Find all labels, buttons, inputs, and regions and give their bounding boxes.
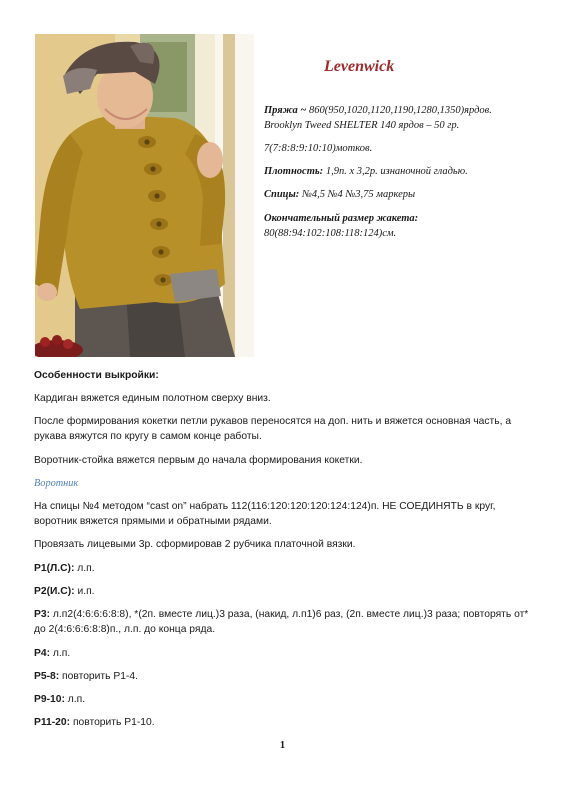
- yarn-line2: Brooklyn Tweed SHELTER 140 ярдов – 50 гр.: [264, 120, 460, 131]
- row-label: Р9-10:: [34, 694, 65, 705]
- paragraph-1: Кардиган вяжется единым полотном сверху вниз.: [34, 393, 271, 404]
- row-instruction: [34, 669, 534, 684]
- skeins-spec: 7(7:8:8:9:10:10)мотков.: [264, 143, 373, 154]
- paragraph-2: После формирования кокетки петли рукавов переносятся на доп. нить и вяжется основная часть, а рукава вяжутся по кругу в самом конце работы.: [34, 416, 512, 442]
- row-label: Р3:: [34, 609, 51, 620]
- row-instruction: [34, 646, 534, 661]
- row-text: л.п2(4:6:6:6:8:8), *(2п. вместе лиц.)3 раза, (накид, л.п1)6 раз, (2п. вместе лиц.)3 раза; повторять от* до 2(4:6:6:6:8:8)п., л.п. до конца ряда.: [34, 609, 529, 635]
- row-instruction: [34, 584, 534, 599]
- needles-label: Спицы:: [264, 189, 300, 200]
- gauge-value: 1,9п. х 3,2р. изнаночной гладью.: [325, 166, 468, 177]
- needles-value: №4,5 №4 №3,75 маркеры: [301, 189, 416, 200]
- row-label: Р1(Л.С):: [34, 563, 75, 574]
- collar-heading: Воротник: [34, 478, 79, 489]
- yarn-label: Пряжа ~: [264, 105, 307, 116]
- yarn-spec: [264, 103, 549, 133]
- needles-spec: [264, 187, 549, 202]
- row-instruction: [34, 607, 534, 637]
- row-text: л.п.: [50, 648, 71, 659]
- row-instruction: [34, 561, 534, 576]
- row-label: Р4:: [34, 648, 51, 659]
- row-instruction: [34, 715, 534, 730]
- row-text: л.п.: [74, 563, 95, 574]
- row-label: Р5-8:: [34, 671, 60, 682]
- pattern-title: Levenwick: [324, 58, 395, 75]
- gauge-label: Плотность:: [264, 166, 324, 177]
- size-spec: [264, 211, 549, 241]
- features-heading: Особенности выкройки:: [34, 370, 159, 381]
- row-label: Р2(И.С):: [34, 586, 75, 597]
- yarn-value: 860(950,1020,1120,1190,1280,1350)ярдов.: [309, 105, 492, 116]
- size-label: Окончательный размер жакета:: [264, 213, 419, 224]
- row-text: повторить Р1-10.: [70, 717, 155, 728]
- gauge-spec: [264, 164, 549, 179]
- size-value: 80(88:94:102:108:118:124)см.: [264, 228, 397, 239]
- row-text: повторить Р1-4.: [59, 671, 138, 682]
- row-instruction: [34, 692, 534, 707]
- collar-intro-2: Провязать лицевыми 3р. сформировав 2 рубчика платочной вязки.: [34, 539, 356, 550]
- row-text: л.п.: [64, 694, 86, 705]
- row-text: и.п.: [74, 586, 95, 597]
- collar-intro: На спицы №4 методом “cast on” набрать 112(116:120:120:120:124:124)п. НЕ СОЕДИНЯТЬ в круг, воротник вяжется прямыми и обратными рядами.: [34, 501, 496, 527]
- row-label: Р11-20:: [34, 717, 71, 728]
- paragraph-3: Воротник-стойка вяжется первым до начала формирования кокетки.: [34, 455, 363, 466]
- cardigan-photo: [35, 34, 254, 357]
- page-number: 1: [279, 740, 286, 751]
